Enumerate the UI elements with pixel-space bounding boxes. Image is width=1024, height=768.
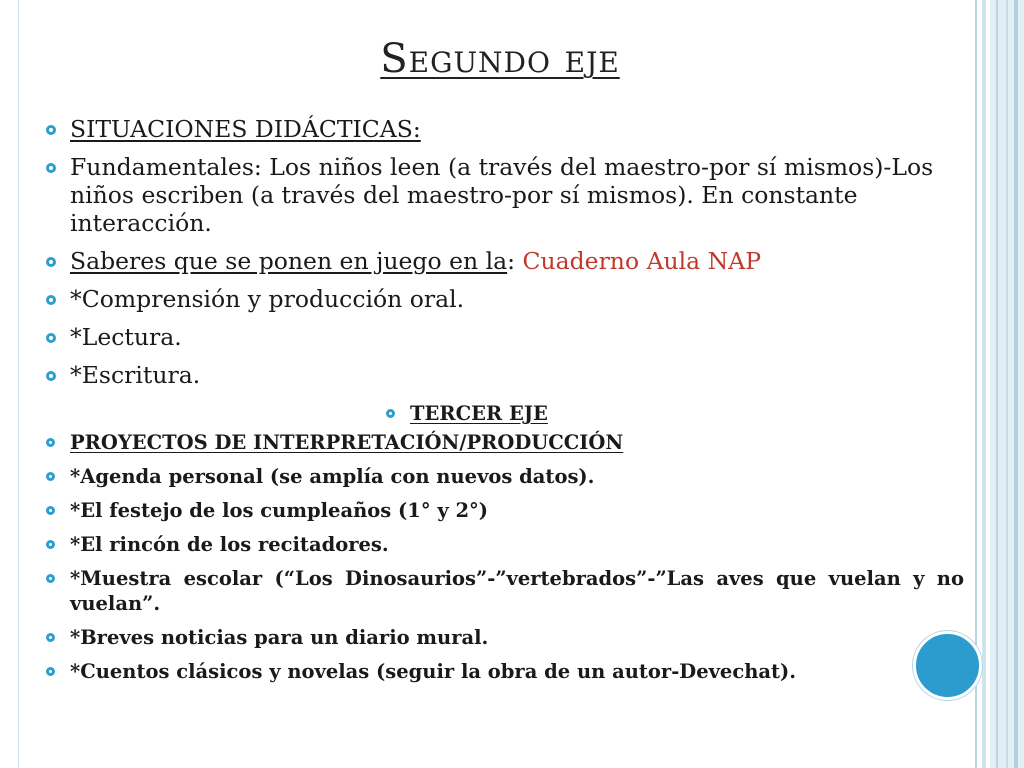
bullet-icon: [46, 506, 55, 515]
list-item-text: *El rincón de los recitadores.: [70, 533, 389, 556]
fundamentales-text: Fundamentales: Los niños leen (a través del maestro-por sí mismos)-Los niños escriben (a través del maestro-por sí mismos). En constante interacción.: [70, 153, 934, 237]
list-item: [46, 659, 964, 684]
left-edge-decoration: [0, 0, 19, 768]
section-subheading: PROYECTOS DE INTERPRETACIÓN/PRODUCCIÓN: [70, 431, 624, 454]
cuaderno-link[interactable]: Cuaderno Aula NAP: [522, 247, 762, 275]
bullet-icon: [46, 540, 55, 549]
list-item: [46, 430, 964, 455]
bullet-icon: [46, 667, 55, 676]
list-item: [46, 625, 964, 650]
right-edge-stripe: [1014, 0, 1018, 768]
right-edge-stripe: [982, 0, 986, 768]
list-item-text: *Escritura.: [70, 361, 201, 389]
bullet-icon: [46, 125, 56, 135]
bullet-icon: [46, 574, 55, 583]
list-item-text: *El festejo de los cumpleaños (1° y 2°): [70, 499, 489, 522]
bullet-icon: [386, 409, 395, 418]
list-item: [46, 285, 964, 313]
list-item: [46, 153, 964, 237]
list-item-text: *Comprensión y producción oral.: [70, 285, 465, 313]
bullet-icon: [46, 371, 56, 381]
saberes-colon: :: [507, 247, 523, 275]
list-item: [386, 401, 964, 426]
list-item-text: *Lectura.: [70, 323, 182, 351]
decorative-circle: [913, 631, 982, 700]
right-edge-stripe: [1006, 0, 1008, 768]
bullet-icon: [46, 295, 56, 305]
right-edge-stripe: [996, 0, 998, 768]
slide-title: Segundo eje: [380, 36, 620, 82]
saberes-text: Saberes que se ponen en juego en la: [70, 247, 508, 275]
bullet-icon: [46, 333, 56, 343]
list-item: [46, 361, 964, 389]
list-item: [46, 498, 964, 523]
list-item-text: *Breves noticias para un diario mural.: [70, 626, 489, 649]
list-item: [46, 247, 964, 275]
list-item: [46, 464, 964, 489]
section-heading: TERCER EJE: [410, 402, 548, 425]
section-heading: SITUACIONES DIDÁCTICAS:: [70, 115, 421, 143]
bullet-icon: [46, 163, 56, 173]
list-item: [46, 566, 964, 616]
list-item: [46, 323, 964, 351]
list-item-text: *Agenda personal (se amplía con nuevos datos).: [70, 465, 595, 488]
list-item: [46, 532, 964, 557]
list-item-text: *Muestra escolar (“Los Dinosaurios”-”vertebrados”-”Las aves que vuelan y no vuelan”.: [70, 567, 964, 615]
list-item-text: *Cuentos clásicos y novelas (seguir la obra de un autor-Devechat).: [70, 660, 797, 683]
slide-content: [46, 115, 964, 684]
bullet-icon: [46, 438, 55, 447]
list-item: [46, 115, 964, 143]
bullet-icon: [46, 472, 55, 481]
bullet-icon: [46, 257, 56, 267]
bullet-icon: [46, 633, 55, 642]
